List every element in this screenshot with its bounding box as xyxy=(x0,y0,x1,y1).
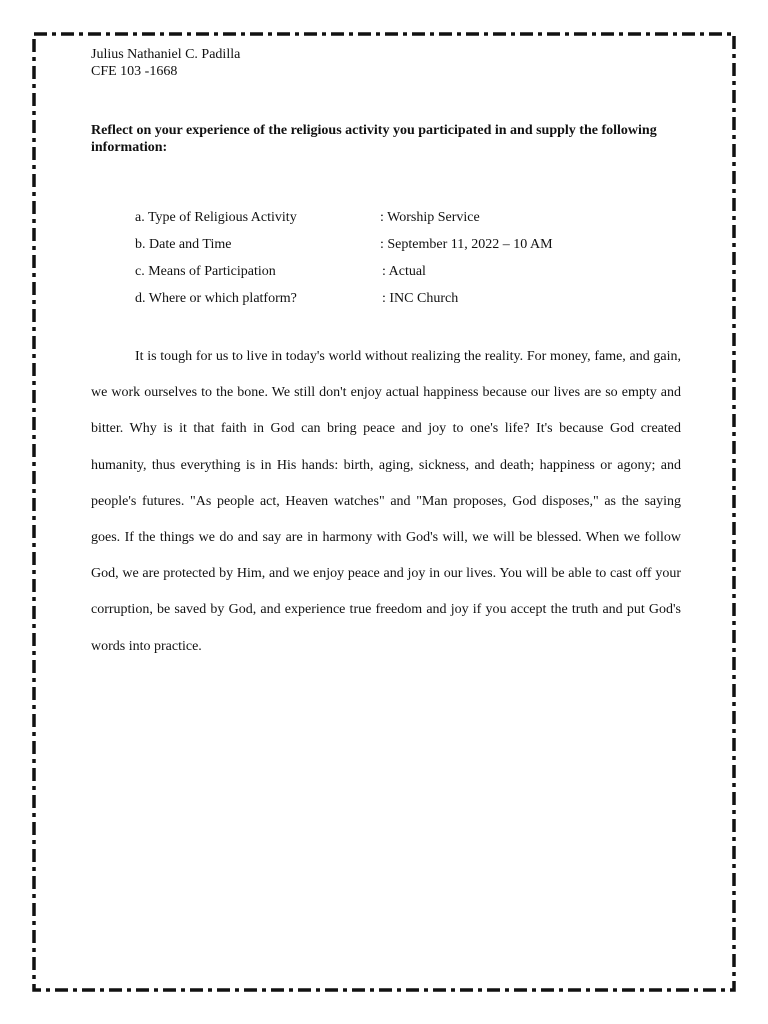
course-code: CFE 103 -1668 xyxy=(91,64,178,79)
student-name: Julius Nathaniel C. Padilla xyxy=(91,47,241,62)
info-value: : Actual xyxy=(382,264,426,279)
info-label: b. Date and Time xyxy=(135,237,232,252)
info-item-means xyxy=(135,263,635,290)
info-label: d. Where or which platform? xyxy=(135,291,297,306)
info-value: : Worship Service xyxy=(380,210,480,225)
info-value: : INC Church xyxy=(382,291,459,306)
activity-info-list xyxy=(135,209,635,317)
reflection-paragraph: It is tough for us to live in today's world without realizing the reality. For money, fame, and gain, we work ourselves to the bone. We still don't enjoy actual happiness because our lives are so empty and bitter. Why is it that faith in God can bring peace and joy to one's life? It's because God created humanity, thus everything is in His hands: birth, aging, sickness, and death; happiness or agony; and people's futures. "As people act, Heaven watches" and "Man proposes, God disposes," as the saying goes. If the things we do and say are in harmony with God's will, we will be blessed. When we follow God, we are protected by Him, and we enjoy peace and joy in our lives. You will be able to cast off your corruption, be saved by God, and experience true freedom and joy if you accept the truth and put God's words into practice. xyxy=(91,349,681,654)
info-value: : September 11, 2022 – 10 AM xyxy=(380,237,553,252)
document-header xyxy=(91,46,681,80)
info-item-type xyxy=(135,209,635,236)
assignment-prompt: Reflect on your experience of the religious activity you participated in and supply the following information: xyxy=(91,123,657,155)
info-item-platform xyxy=(135,290,635,317)
info-label: c. Means of Participation xyxy=(135,264,276,279)
info-item-date-time xyxy=(135,236,635,263)
info-label: a. Type of Religious Activity xyxy=(135,210,297,225)
